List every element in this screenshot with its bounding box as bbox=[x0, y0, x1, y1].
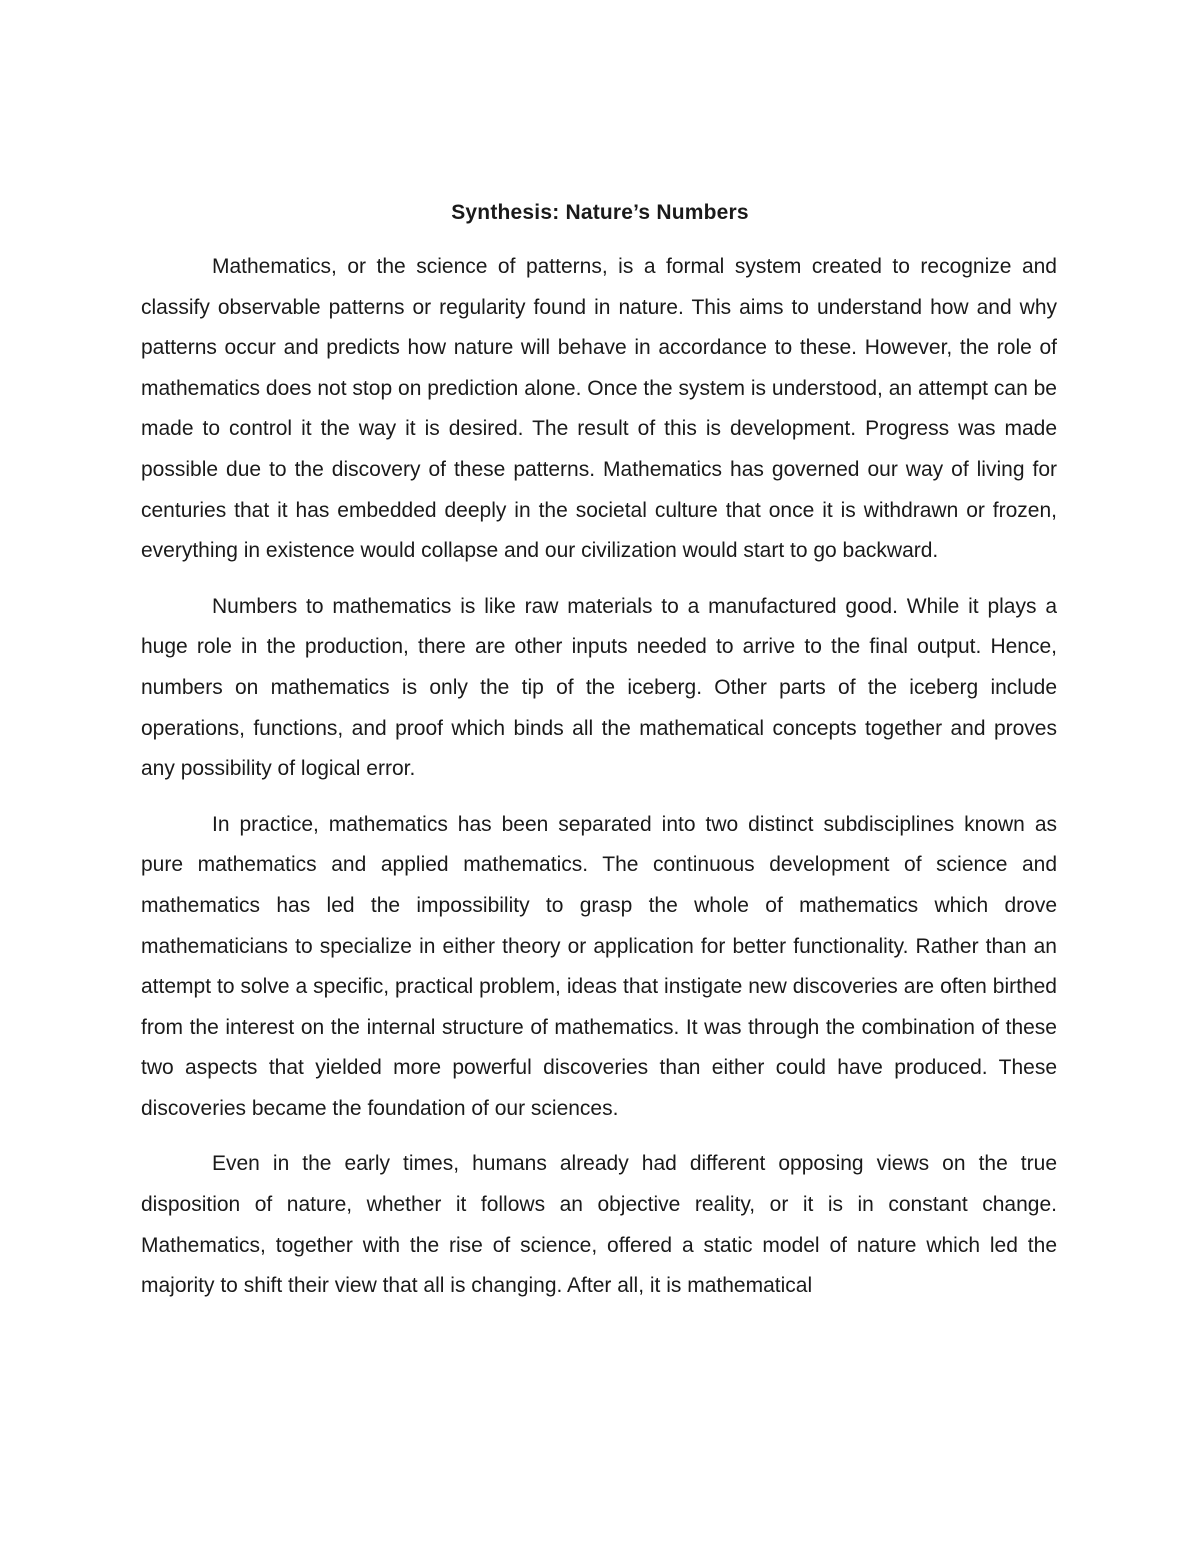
paragraph-4: Even in the early times, humans already had different opposing views on the true disposition of nature, whether it follows an objective reality, or it is in constant change. Mathematics, together with the rise of science, offered a static model of nature which led the majority to shift their view that all is changing. After all, it is mathematical bbox=[141, 1152, 1057, 1298]
document-body bbox=[141, 247, 1057, 1547]
paragraph-2: Numbers to mathematics is like raw materials to a manufactured good. While it plays a huge role in the production, there are other inputs needed to arrive to the final output. Hence, numbers on mathematics is only the tip of the iceberg. Other parts of the iceberg include operations, functions, and proof which binds all the mathematical concepts together and proves any possibility of logical error. bbox=[141, 594, 1057, 781]
paragraph-1: Mathematics, or the science of patterns, is a formal system created to recognize and classify observable patterns or regularity found in nature. This aims to understand how and why patterns occur and predicts how nature will behave in accordance to these. However, the role of mathematics does not stop on prediction alone. Once the system is understood, an attempt can be made to control it the way it is desired. The result of this is development. Progress was made possible due to the discovery of these patterns. Mathematics has governed our way of living for centuries that it has embedded deeply in the societal culture that once it is withdrawn or frozen, everything in existence would collapse and our civilization would start to go backward. bbox=[141, 255, 1057, 563]
page-title: Synthesis: Nature’s Numbers bbox=[451, 201, 749, 224]
paragraph-3: In practice, mathematics has been separated into two distinct subdisciplines known as pure mathematics and applied mathematics. The continuous development of science and mathematics has led the impossibility to grasp the whole of mathematics which drove mathematicians to specialize in either theory or application for better functionality. Rather than an attempt to solve a specific, practical problem, ideas that instigate new discoveries are often birthed from the interest on the internal structure of mathematics. It was through the combination of these two aspects that yielded more powerful discoveries than either could have produced. These discoveries became the foundation of our sciences. bbox=[141, 812, 1057, 1120]
